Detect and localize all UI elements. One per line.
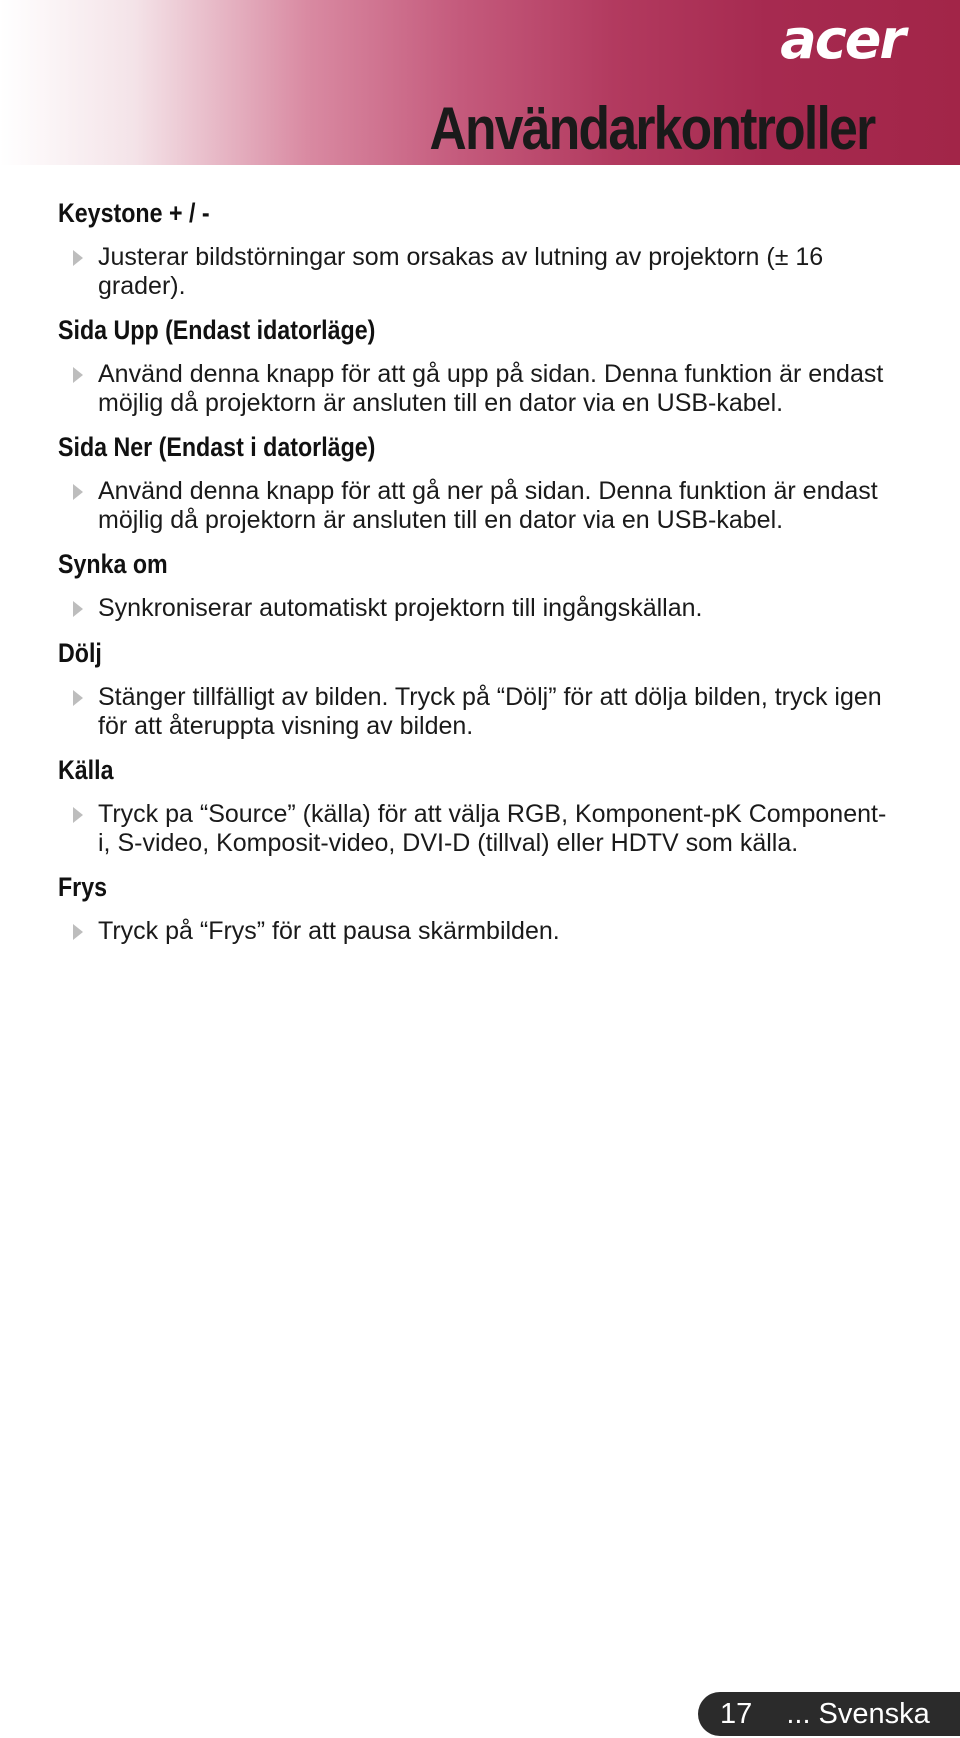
page-footer-tab bbox=[698, 1692, 960, 1736]
section-heading: Keystone + / - bbox=[58, 198, 210, 228]
bullet-text: Tryck pa “Source” (källa) för att välja RGB, Komponent-pK Component-i, S-video, Komposit-video, DVI-D (tillval) eller HDTV som källa. bbox=[98, 800, 887, 857]
acer-logo: acer bbox=[780, 8, 904, 71]
language-label: ... Svenska bbox=[786, 1698, 930, 1730]
triangle-bullet-icon bbox=[58, 800, 98, 830]
section-page-down bbox=[58, 432, 888, 535]
section-resync bbox=[58, 549, 888, 624]
bullet-text: Tryck på “Frys” för att pausa skärmbilden. bbox=[98, 917, 560, 945]
list-item bbox=[58, 360, 888, 418]
triangle-bullet-icon bbox=[58, 477, 98, 507]
section-heading: Frys bbox=[58, 872, 108, 902]
section-heading: Synka om bbox=[58, 549, 168, 579]
section-page-up bbox=[58, 315, 888, 418]
content bbox=[58, 198, 888, 961]
section-freeze bbox=[58, 872, 888, 947]
section-heading: Sida Upp (Endast idatorläge) bbox=[58, 315, 376, 345]
page-number: 17 bbox=[720, 1698, 753, 1730]
section-heading: Sida Ner (Endast i datorläge) bbox=[58, 432, 376, 462]
page-title: Användarkontroller bbox=[428, 95, 874, 162]
triangle-bullet-icon bbox=[58, 243, 98, 273]
list-item bbox=[58, 477, 888, 535]
triangle-bullet-icon bbox=[58, 594, 98, 624]
triangle-bullet-icon bbox=[58, 360, 98, 390]
bullet-text: Justerar bildstörningar som orsakas av lutning av projektorn (± 16 grader). bbox=[98, 243, 824, 300]
bullet-text: Använd denna knapp för att gå ner på sidan. Denna funktion är endast möjlig då projektorn är ansluten till en dator via en USB-kabel. bbox=[98, 477, 878, 534]
bullet-text: Synkroniserar automatiskt projektorn till ingångskällan. bbox=[98, 594, 703, 622]
section-heading: Dölj bbox=[58, 638, 102, 668]
triangle-bullet-icon bbox=[58, 917, 98, 947]
bullet-text: Använd denna knapp för att gå upp på sidan. Denna funktion är endast möjlig då projektorn är ansluten till en dator via en USB-kabel. bbox=[98, 360, 884, 417]
list-item bbox=[58, 683, 888, 741]
list-item bbox=[58, 243, 888, 301]
list-item bbox=[58, 594, 888, 624]
section-keystone bbox=[58, 198, 888, 301]
section-hide bbox=[58, 638, 888, 741]
bullet-text: Stänger tillfälligt av bilden. Tryck på “Dölj” för att dölja bilden, tryck igen för att återuppta visning av bilden. bbox=[98, 683, 882, 740]
section-source bbox=[58, 755, 888, 858]
list-item bbox=[58, 800, 888, 858]
page-header bbox=[0, 0, 960, 165]
triangle-bullet-icon bbox=[58, 683, 98, 713]
list-item bbox=[58, 917, 888, 947]
section-heading: Källa bbox=[58, 755, 114, 785]
